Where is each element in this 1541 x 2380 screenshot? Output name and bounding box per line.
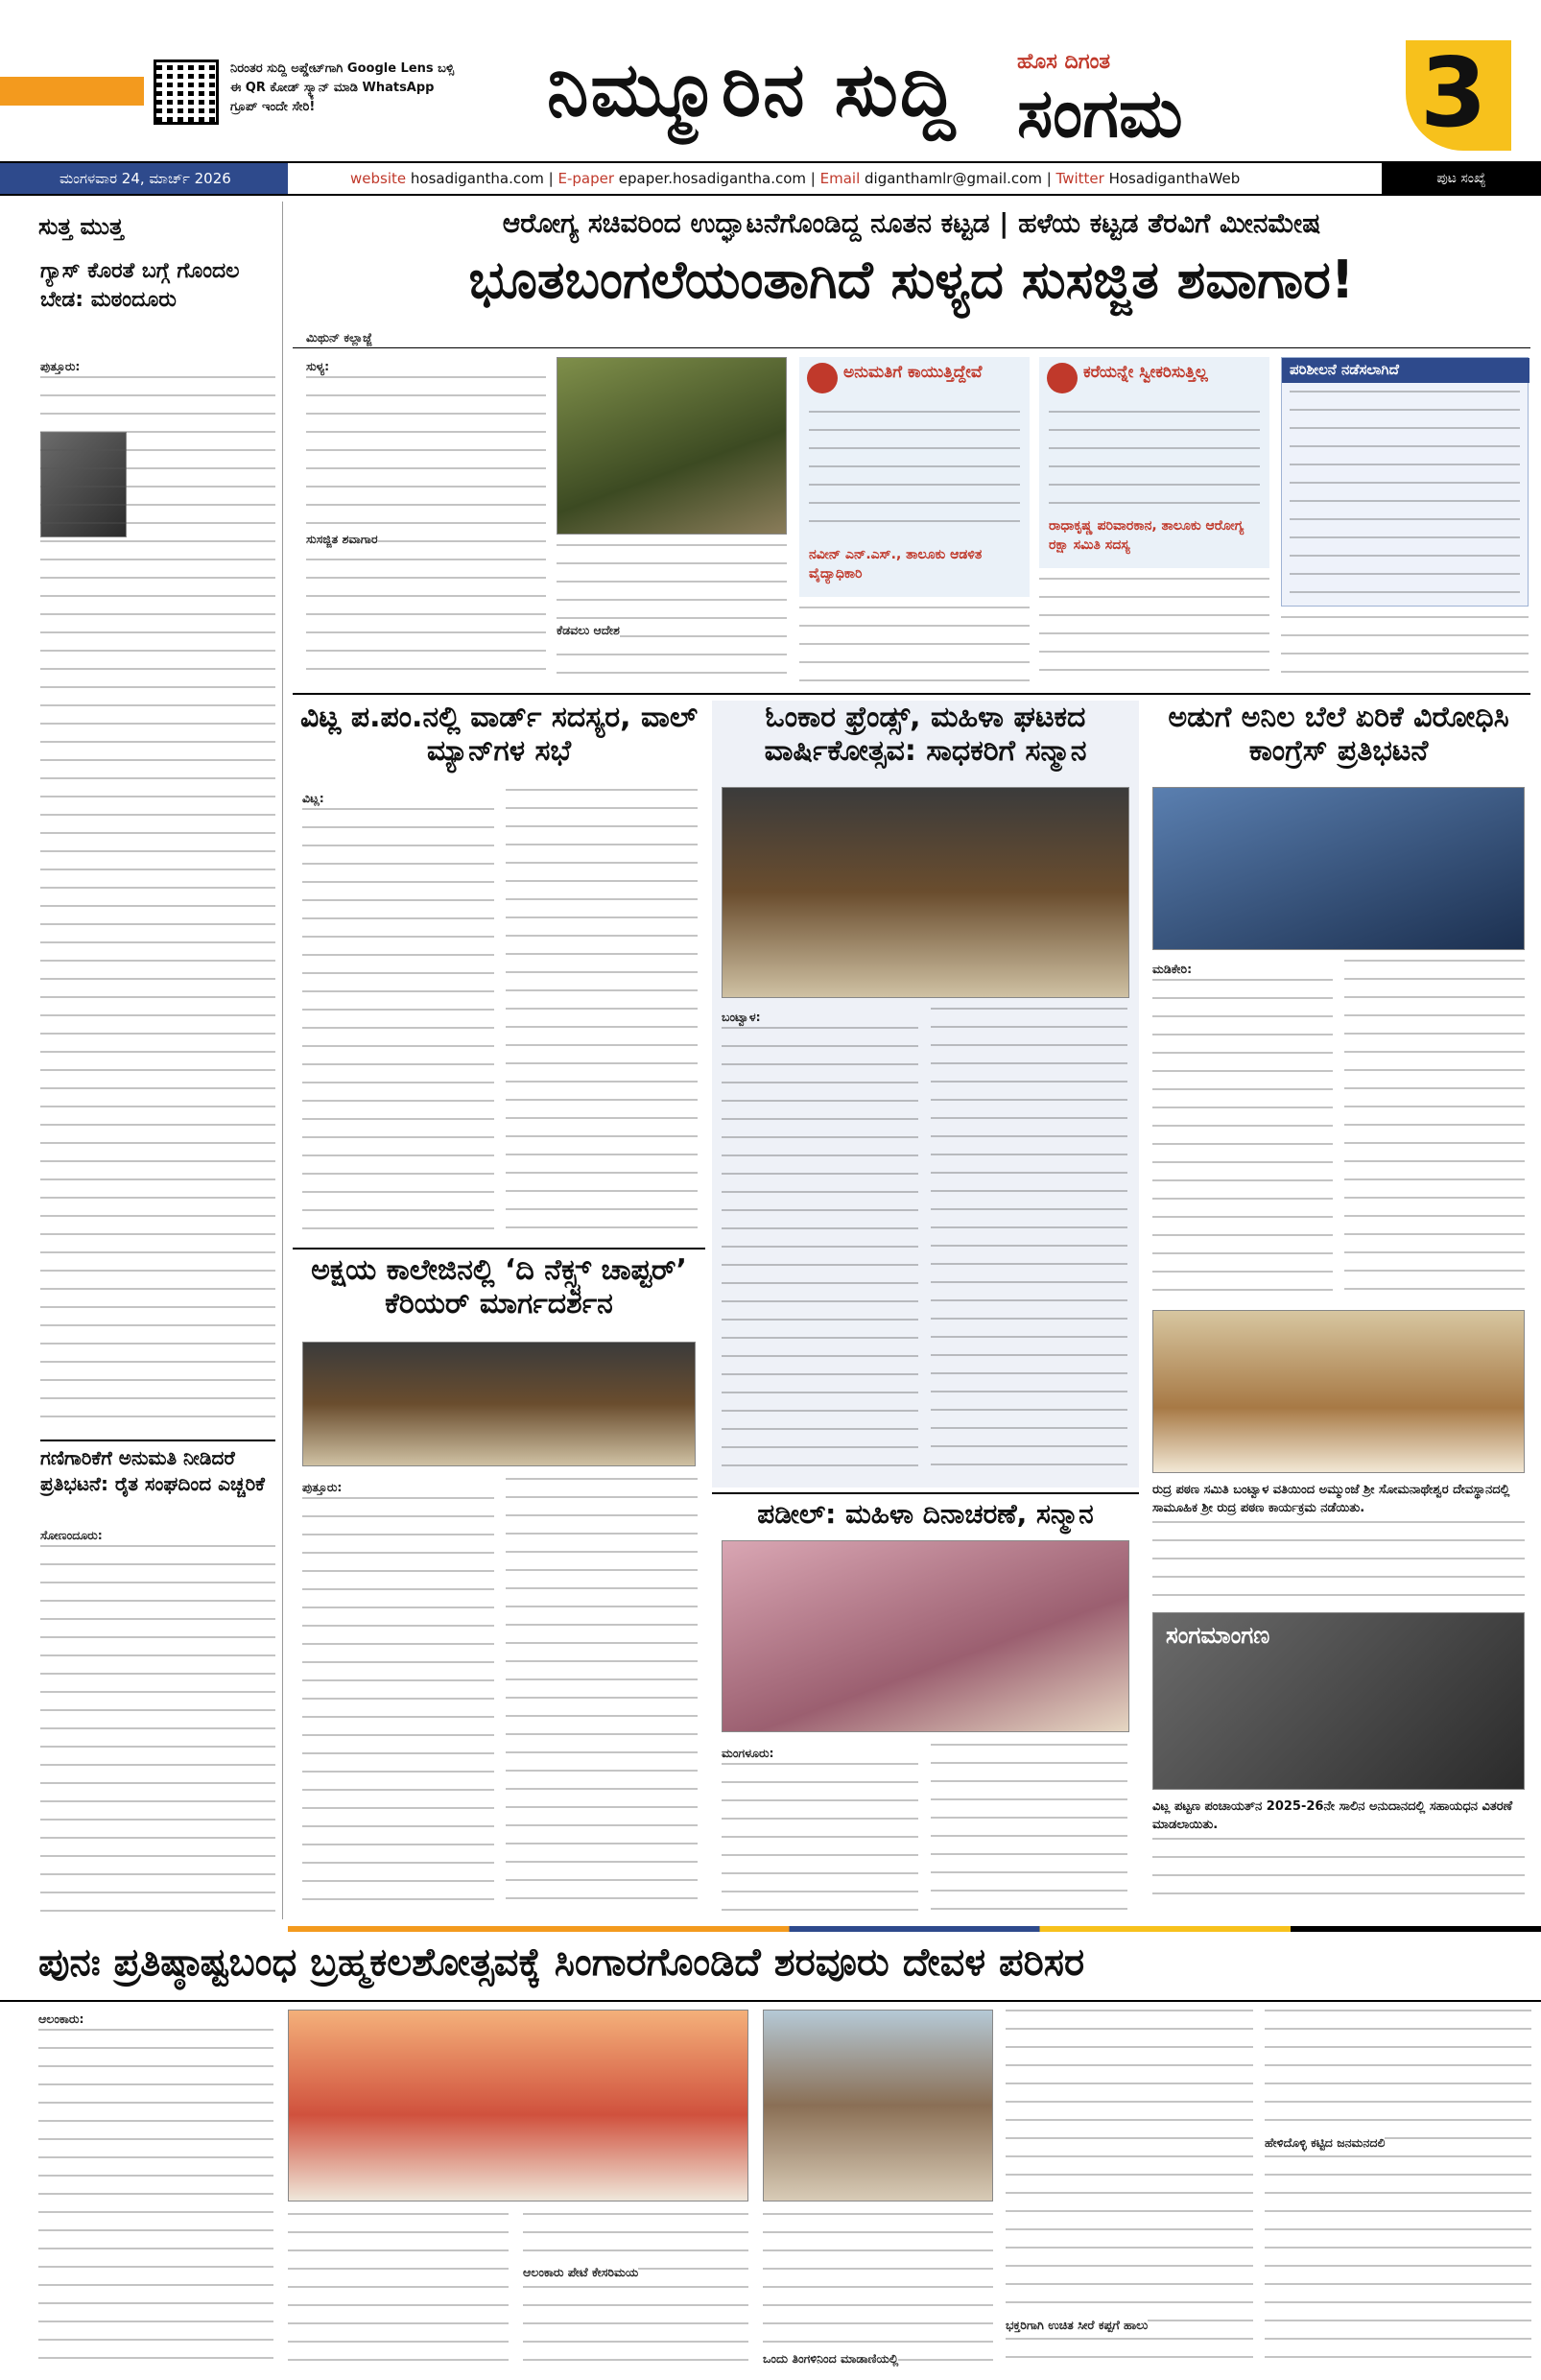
caption-rudra-extra (1152, 1521, 1525, 1598)
website-link[interactable]: hosadigantha.com (410, 170, 544, 187)
lead-body-col5 (1281, 616, 1529, 683)
padil-body-col1 (722, 1763, 918, 1912)
quote-box-1 (799, 357, 1030, 597)
photo-news-column (1147, 1310, 1530, 1919)
bottom-body-col2 (288, 2213, 509, 2369)
lead-subhead-2: ಕೆಡವಲು ಆದೇಶ (557, 623, 620, 637)
mortuary-photo (557, 357, 787, 535)
masthead-header (0, 0, 1541, 202)
bottom-body-col4 (763, 2213, 993, 2369)
story2-headline[interactable]: ಗಣಿಗಾರಿಕೆಗೆ ಅನುಮತಿ ನೀಡಿದರೆ ಪ್ರತಿಭಟನೆ: ರೈತ ಸಂಘದಿಂದ ಎಚ್ಚರಿಕೆ (40, 1446, 265, 1495)
accent-bar (0, 77, 144, 106)
caption-grant: ವಿಟ್ಲ ಪಟ್ಟಣ ಪಂಚಾಯತ್‌ನ 2025-26ನೇ ಸಾಲಿನ ಅನುದಾನದಲ್ಲಿ ಸಹಾಯಧನ ವಿತರಣೆ ಮಾಡಲಾಯಿತು. (1152, 1799, 1513, 1832)
panel-photo (302, 1342, 696, 1466)
omkar-story (712, 701, 1139, 1488)
masthead-title: ನಿಮ್ಮೂರಿನ ಸುದ್ದಿ (547, 46, 958, 133)
vitla-body-col2 (506, 789, 698, 1240)
lead-story (293, 203, 1530, 688)
sangamangana-badge: ಸಂಗಮಾಂಗಣ (1166, 1622, 1270, 1649)
email-label: Email (819, 170, 861, 187)
caption-grant-extra (1152, 1838, 1525, 1911)
box1-quote: ನವೀನ್ ಎನ್.ಎಸ್., ತಾಲೂಕು ಆಡಳಿತ ವೈದ್ಯಾಧಿಕಾರಿ (809, 547, 983, 582)
qr-note: ನಿರಂತರ ಸುದ್ದಿ ಅಪ್ಡೇಟ್‌ಗಾಗಿ Google Lens ಬಳ್ಸಿ ಈ QR ಕೋಡ್ ಸ್ಕ್ಯಾನ್ ಮಾಡಿ WhatsApp ಗ್ರೂಪ್ ಇಂದೇ ಸೇರಿ! (230, 61, 455, 114)
epaper-link[interactable]: epaper.hosadigantha.com (618, 170, 807, 187)
issue-date: ಮಂಗಳವಾರ 24, ಮಾರ್ಚ್ 2026 (0, 163, 288, 194)
epaper-label: E-paper (557, 170, 615, 187)
story1-headline[interactable]: ಗ್ಯಾಸ್ ಕೊರತೆ ಬಗ್ಗೆ ಗೊಂದಲ ಬೇಡ: ಮಠಂದೂರು (40, 259, 240, 312)
story1-body (40, 376, 275, 1427)
section-title: ಸುತ್ತ ಮುತ್ತ (38, 213, 124, 240)
story1-dateline: ಪುತ್ತೂರು: (40, 359, 81, 373)
padil-body-col2 (931, 1744, 1127, 1912)
box1-title: ಅನುಮತಿಗೆ ಕಾಯುತ್ತಿದ್ದೇವೆ (843, 363, 983, 382)
temple-photo (763, 2010, 993, 2202)
quote-icon (1047, 363, 1078, 393)
akshaya-body-col2 (506, 1478, 698, 1910)
box2-title: ಕರೆಯನ್ನೇ ಸ್ವೀಕರಿಸುತ್ತಿಲ್ಲ (1083, 363, 1208, 382)
lead-kicker: ಆರೋಗ್ಯ ಸಚಿವರಿಂದ ಉದ್ಘಾಟನೆಗೊಂಡಿದ್ದ ನೂತನ ಕಟ್ಟಡ | ಹಳೆಯ ಕಟ್ಟಡ ತೆರವಿಗೆ ಮೀನಮೇಷ (502, 207, 1321, 239)
bottom-headline[interactable]: ಪುನಃ ಪ್ರತಿಷ್ಠಾಷ್ಟಬಂಧ ಬ್ರಹ್ಮಕಲಶೋತ್ಸವಕ್ಕೆ ಸಿಂಗಾರಗೊಂಡಿದೆ ಶರವೂರು ದೇವಳ ಪರಿಸರ (38, 1940, 1085, 1985)
bottom-subhead-3: ಭಕ್ತರಿಗಾಗಿ ಉಚಿತ ಸೀರೆ ಕಪ್ಪಗೆ ಹಾಲು (1006, 2318, 1149, 2332)
vitla-dateline: ವಿಟ್ಲ: (302, 791, 324, 805)
qr-code-icon[interactable] (154, 60, 219, 125)
bottom-dateline: ಆಲಂಕಾರು: (38, 2011, 84, 2026)
divider (293, 1248, 705, 1250)
congress-dateline: ಮಡಿಕೇರಿ: (1152, 962, 1193, 976)
padil-dateline: ಮಂಗಳೂರು: (722, 1746, 774, 1760)
congress-story (1147, 701, 1530, 1305)
divider (712, 1492, 1139, 1494)
divider (40, 1440, 275, 1441)
twitter-label: Twitter (1055, 170, 1104, 187)
akshaya-story (293, 1248, 705, 1919)
bottom-body-col1 (38, 2029, 273, 2369)
omkar-dateline: ಬಂಟ್ವಾಳ: (722, 1010, 761, 1024)
bottom-subhead-2: ಒಂದು ತಿಂಗಳಿನಿಂದ ಮಾಡಾಣಿಯಲ್ಲಿ (763, 2351, 899, 2366)
lead-body-col4 (1039, 578, 1269, 683)
padil-headline[interactable]: ಪಡೀಲ್: ಮಹಿಳಾ ದಿನಾಚರಣೆ, ಸನ್ಮಾನ (757, 1498, 1094, 1530)
box2-body (1049, 411, 1260, 507)
lead-body-col2 (557, 544, 787, 683)
twitter-link[interactable]: HosadiganthaWeb (1108, 170, 1241, 187)
story2-body (40, 1545, 275, 1915)
akshaya-headline[interactable]: ಅಕ್ಷಯ ಕಾಲೇಜಿನಲ್ಲಿ ‘ದಿ ನೆಕ್ಸ್ಟ್ ಚಾಪ್ಟರ್’ ಕೆರಿಯರ್ ಮಾರ್ಗದರ್ಶನ (311, 1253, 687, 1321)
quote-box-2 (1039, 357, 1269, 568)
rudra-group-photo (1152, 1310, 1525, 1473)
left-column (0, 202, 283, 1919)
lead-headline[interactable]: ಭೂತಬಂಗಲೆಯಂತಾಗಿದೆ ಸುಳ್ಯದ ಸುಸಜ್ಜಿತ ಶವಾಗಾರ! (468, 250, 1355, 310)
omkar-body-col1 (722, 1027, 918, 1478)
dateline-bar (0, 161, 1541, 196)
vitla-headline[interactable]: ವಿಟ್ಲ ಪ.ಪಂ.ನಲ್ಲಿ ವಾರ್ಡ್ ಸದಸ್ಯರ, ವಾಲ್ ಮ್ಯಾನ್‌ಗಳ ಸಭೆ (299, 701, 699, 769)
lead-subhead: ಸುಸಜ್ಜಿತ ಶವಾಗಾರ (306, 532, 378, 546)
box2-quote: ರಾಧಾಕೃಷ್ಣ ಪರಿವಾರಕಾನ, ತಾಲೂಕು ಆರೋಗ್ಯ ರಕ್ಷಾ ಸಮಿತಿ ಸದಸ್ಯ (1049, 518, 1245, 553)
padil-story (712, 1492, 1139, 1919)
congress-headline[interactable]: ಅಡುಗೆ ಅನಿಲ ಬೆಲೆ ಏರಿಕೆ ವಿರೋಧಿಸಿ ಕಾಂಗ್ರೆಸ್ ಪ್ರತಿಭಟನೆ (1168, 701, 1509, 769)
lead-byline: ಮಿಥುನ್ ಕಲ್ಲಾಜ್ಜೆ (306, 330, 372, 345)
brand-logo-small: ಹೊಸ ದಿಗಂತ (1017, 50, 1111, 74)
bottom-body-col3 (523, 2213, 748, 2369)
quote-box-3 (1281, 357, 1529, 607)
congress-body-col2 (1344, 960, 1525, 1296)
box3-body (1290, 391, 1520, 597)
section-divider (288, 1926, 1541, 1932)
page-number: 3 (1420, 36, 1487, 149)
akshaya-dateline: ಪುತ್ತೂರು: (302, 1480, 343, 1494)
stage-event-photo (722, 787, 1129, 998)
omkar-headline[interactable]: ಓಂಕಾರ ಫ್ರೆಂಡ್ಸ್, ಮಹಿಳಾ ಘಟಕದ ವಾರ್ಷಿಕೋತ್ಸವ: ಸಾಧಕರಿಗೆ ಸನ್ಮಾನ (764, 701, 1087, 769)
box1-body (809, 411, 1020, 536)
bottom-subhead-4: ಹೇಳಿದೊಳ್ಳಿ ಕಟ್ಟಿದ ಜನಮನದಲಿ (1265, 2135, 1386, 2150)
bottom-body-col6 (1265, 2010, 1531, 2369)
vitla-story (293, 701, 705, 1248)
felicitation-photo (722, 1540, 1129, 1732)
decorated-street-photo (288, 2010, 748, 2202)
vitla-body-col1 (302, 808, 494, 1240)
divider (293, 347, 1530, 348)
congress-body-col1 (1152, 979, 1333, 1296)
website-label: website (350, 170, 407, 187)
page-label: ಪುಟ ಸಂಖ್ಯೆ (1382, 163, 1541, 194)
story2-dateline: ಸೋಣಂದೂರು: (40, 1528, 103, 1542)
contact-strip: website hosadigantha.com | E-paper epaper.hosadigantha.com | Email diganthamlr@gmail.com | Twitter HosadiganthaWeb (350, 170, 1241, 187)
brand-logo-big: ಸಂಗಮ (1017, 74, 1183, 153)
protest-photo (1152, 787, 1525, 950)
akshaya-body-col1 (302, 1497, 494, 1910)
box3-title: ಪರಿಶೀಲನೆ ನಡೆಸಲಾಗಿದೆ (1290, 361, 1399, 378)
divider (0, 2000, 1541, 2002)
bottom-story (0, 1937, 1541, 2380)
caption-rudra: ರುದ್ರ ಪಠಣ ಸಮಿತಿ ಬಂಟ್ವಾಳ ವತಿಯಿಂದ ಅಮ್ಮುಂಜೆ ಶ್ರೀ ಸೋಮನಾಥೇಶ್ವರ ದೇವಸ್ಥಾನದಲ್ಲಿ ಸಾಮೂಹಿಕ ಶ್ರೀ ರುದ್ರ ಪಠಣ ಕಾರ್ಯಕ್ರಮ ನಡೆಯಿತು. (1152, 1483, 1510, 1515)
divider (293, 693, 1530, 695)
lead-body-col3 (799, 607, 1030, 683)
lead-dateline: ಸುಳ್ಯ: (306, 359, 330, 373)
quote-icon (807, 363, 838, 393)
bottom-subhead-1: ಆಲಂಕಾರು ಪೇಟೆ ಕೇಸರಿಮಯ (523, 2265, 639, 2279)
email-link[interactable]: diganthamlr@gmail.com (865, 170, 1042, 187)
omkar-body-col2 (931, 1008, 1127, 1478)
